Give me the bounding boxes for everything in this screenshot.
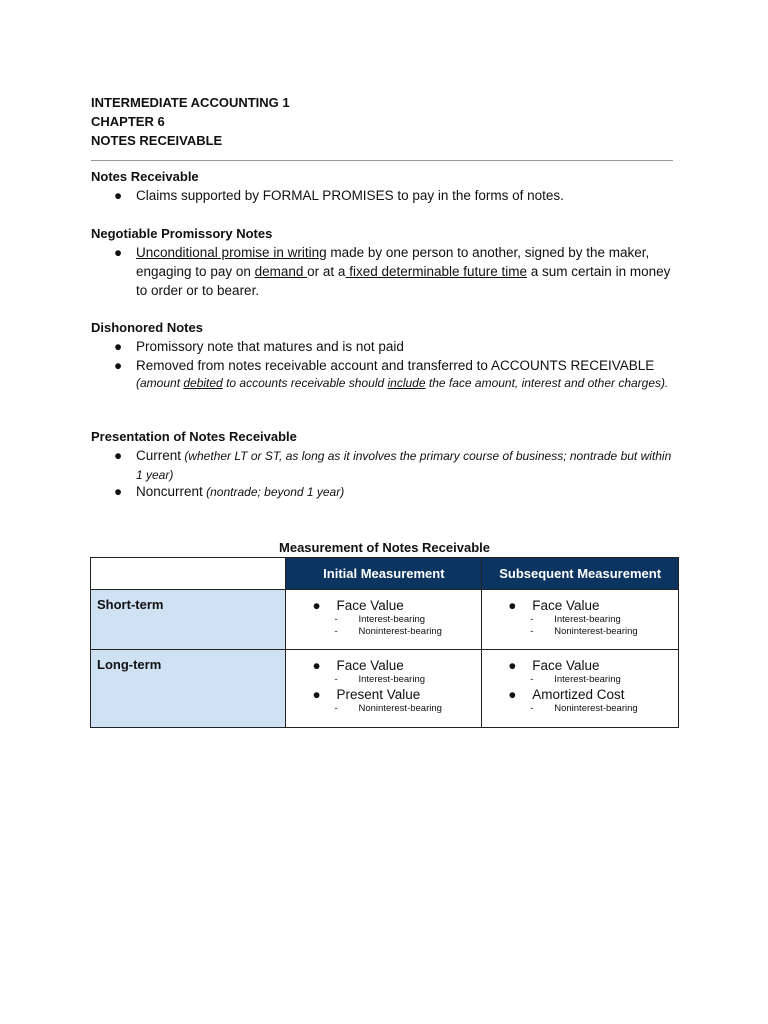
cell-subitem [508,626,678,638]
table-cell [286,590,482,650]
list-item-text: Removed from notes receivable account and transferred to ACCOUNTS RECEIVABLE [136,358,655,373]
cell-subitem-text: Interest-bearing [358,614,426,625]
cell-subitem [508,703,678,715]
underlined-term: include [387,376,426,390]
text-run: Current [136,448,182,463]
measurement-table [90,557,679,728]
column-header-initial: Initial Measurement [286,558,482,590]
cell-subitem [312,626,481,638]
dash-icon: - [530,674,534,685]
bullet-icon: ● [508,598,517,613]
dash-icon: - [530,614,534,625]
cell-subitem-text: Interest-bearing [554,674,621,685]
cell-bullet [312,657,481,674]
dash-icon: - [334,702,338,714]
cell-subitem [312,674,481,686]
bullet-icon: ● [312,686,321,702]
section-title-dishonored-notes: Dishonored Notes [91,320,203,335]
cell-subitem [508,674,678,686]
chapter-title: CHAPTER 6 [91,114,165,129]
bullet-icon: ● [114,188,123,203]
text-run: made by one person to another, signed by the maker, engaging to pay on [136,245,650,279]
bullet-icon: ● [114,339,123,354]
bullet-icon: ● [312,598,321,613]
dash-icon: - [334,625,338,637]
cell-bullet-text: Face Value [532,658,600,673]
dash-icon: - [334,674,338,685]
table-header-row [91,558,679,590]
table-corner-cell [91,558,286,590]
cell-bullet-text: Present Value [336,686,421,702]
list-item-text [136,446,676,484]
cell-bullet-text: Face Value [532,598,600,613]
table-row [91,590,679,650]
cell-bullet [312,597,481,614]
topic-title: NOTES RECEIVABLE [91,133,223,148]
row-header-short-term: Short-term [91,590,286,650]
dash-icon: - [530,702,534,714]
cell-bullet [312,686,481,703]
section-title-notes-receivable: Notes Receivable [91,169,199,184]
cell-bullet [508,657,678,674]
cell-bullet-text: Face Value [336,658,404,673]
table-cell [286,650,482,728]
underlined-term: debited [183,376,223,390]
text-run: or at a [307,264,346,279]
cell-subitem-text: Noninterest-bearing [554,702,638,714]
cell-bullet-text: Face Value [336,598,404,613]
bullet-icon: ● [312,658,321,673]
list-item-note: (whether LT or ST, as long as it involves the primary course of business; nontrade but within 1 year) [136,449,672,482]
underlined-term: fixed determinable future time [345,264,528,279]
cell-content [482,590,678,641]
cell-content [482,650,678,718]
cell-content [286,590,481,641]
table-cell [482,650,679,728]
column-header-subsequent: Subsequent Measurement [482,558,679,590]
horizontal-divider [91,160,673,161]
cell-subitem [312,614,481,626]
document-header [91,93,290,150]
dash-icon: - [530,625,534,637]
bullet-icon: ● [508,658,517,673]
course-title: INTERMEDIATE ACCOUNTING 1 [91,95,290,110]
bullet-icon: ● [114,245,123,260]
underlined-term: demand [254,264,308,279]
section-title-presentation: Presentation of Notes Receivable [91,429,297,444]
underlined-term: Unconditional promise in writing [136,245,327,260]
table-cell [482,590,679,650]
cell-bullet-text: Amortized Cost [532,686,625,702]
cell-subitem-text: Noninterest-bearing [358,702,442,714]
text-run: the face amount, interest and other charges). [425,376,669,390]
dash-icon: - [334,614,338,625]
cell-bullet [508,686,678,703]
bullet-icon: ● [114,448,123,463]
list-item-note [136,375,676,392]
list-item-text: Claims supported by FORMAL PROMISES to pay in the forms of notes. [136,188,564,203]
list-item-body [136,356,676,392]
cell-subitem-text: Interest-bearing [554,614,621,625]
cell-subitem-text: Interest-bearing [358,674,426,685]
text-run: Noncurrent [136,484,203,499]
table-row [91,650,679,728]
row-header-long-term: Long-term [91,650,286,728]
list-item-note: (nontrade; beyond 1 year) [202,485,345,499]
bullet-icon: ● [508,686,517,702]
cell-subitem-text: Noninterest-bearing [358,625,442,637]
bullet-icon: ● [114,358,123,373]
list-item-text [136,243,676,300]
cell-bullet [508,597,678,614]
table-title: Measurement of Notes Receivable [279,540,490,555]
text-run: a sum certain in money to order or to bearer. [136,264,671,298]
cell-subitem [312,703,481,715]
list-item-text: Promissory note that matures and is not paid [136,339,404,354]
text-run: to accounts receivable should [222,376,388,390]
text-run: (amount [136,376,184,390]
cell-subitem [508,614,678,626]
cell-content [286,650,481,718]
bullet-icon: ● [114,484,123,499]
section-title-negotiable-promissory-notes: Negotiable Promissory Notes [91,226,273,241]
list-item-text [136,482,676,501]
cell-subitem-text: Noninterest-bearing [554,625,638,637]
